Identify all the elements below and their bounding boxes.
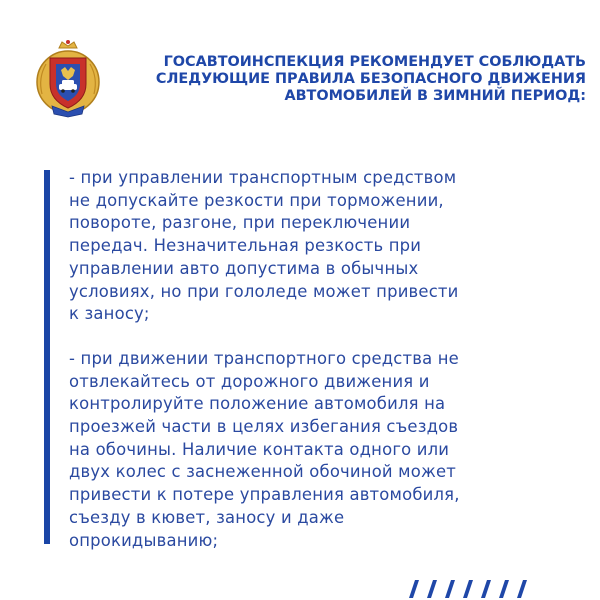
rule-paragraph-2: [69, 348, 549, 552]
page-title: [120, 54, 586, 105]
text-line: - при движении транспортного средства не: [69, 348, 459, 368]
text-line: двух колес с заснеженной обочиной может: [69, 462, 456, 482]
title-line-2: СЛЕДУЮЩИЕ ПРАВИЛА БЕЗОПАСНОГО ДВИЖЕНИЯ: [155, 71, 586, 87]
text-line: отвлекайтесь от дорожного движения и: [69, 371, 430, 391]
text-line: управлении авто допустима в обычных: [69, 258, 419, 278]
accent-bar: [44, 170, 50, 544]
text-line: привести к потере управления автомобиля,: [69, 485, 460, 505]
text-line: опрокидыванию;: [69, 530, 219, 550]
text-line: проезжей части в целях избегания съездов: [69, 417, 459, 437]
text-line: условиях, но при гололеде может привести: [69, 281, 459, 301]
text-line: съезду в кювет, заносу и даже: [69, 507, 345, 527]
title-line-3: АВТОМОБИЛЕЙ В ЗИМНИЙ ПЕРИОД:: [284, 88, 586, 104]
rule-paragraph-1: [69, 167, 549, 326]
text-line: передач. Незначительная резкость при: [69, 236, 422, 256]
title-line-1: ГОСАВТОИНСПЕКЦИЯ РЕКОМЕНДУЕТ СОБЛЮДАТЬ: [163, 54, 586, 70]
text-line: повороте, разгоне, при переключении: [69, 213, 411, 233]
text-line: контролируйте положение автомобиля на: [69, 394, 446, 414]
text-line: не допускайте резкости при торможении,: [69, 190, 444, 210]
text-line: - при управлении транспортным средством: [69, 168, 457, 187]
traffic-police-emblem-icon: [28, 38, 108, 118]
text-line: на обочины. Наличие контакта одного или: [69, 439, 450, 459]
rules-text: [69, 167, 549, 552]
decorative-slashes-icon: [404, 578, 544, 600]
text-line: к заносу;: [69, 304, 150, 324]
